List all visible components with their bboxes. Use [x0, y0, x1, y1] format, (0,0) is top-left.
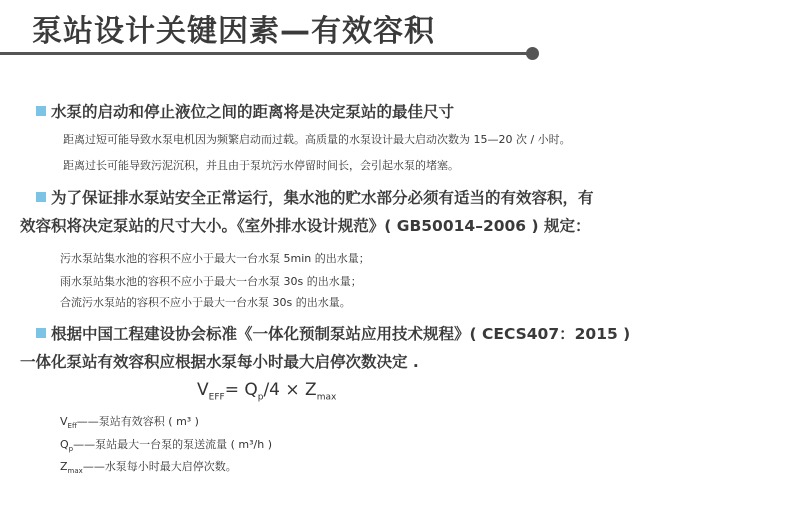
- section2-heading-line-1: 为了保证排水泵站安全正常运行，集水池的贮水部分必须有适当的有效容积，有: [36, 186, 594, 208]
- square-bullet-icon: [36, 192, 46, 202]
- section1-heading: 水泵的启动和停止液位之间的距离将是决定泵站的最佳尺寸: [36, 100, 454, 122]
- section1-line-1: 距离过短可能导致水泵电机因为频繁启动而过载。高质量的水泵设计最大启动次数为 15—20 次 / 小时。: [63, 133, 571, 146]
- square-bullet-icon: [36, 328, 46, 338]
- section2-heading-line-2: 效容积将决定泵站的尺寸大小。《室外排水设计规范》( GB50014–2006 ) 规定：: [20, 217, 591, 235]
- section2-line-2: 雨水泵站集水池的容积不应小于最大一台水泵 30s 的出水量；: [60, 275, 362, 288]
- definition-v: $V_{Eff}——$泵站有效容积 ( m³ ): [60, 415, 199, 431]
- square-bullet-icon: [36, 106, 46, 116]
- definition-z: $Z_{max}——$水泵每小时最大启停次数。: [60, 460, 237, 476]
- section3-heading-line-1: 根据中国工程建设协会标准《一体化预制泵站应用技术规程》( CECS407：2015 ): [36, 322, 630, 344]
- definition-q: $Q_p——$泵站最大一台泵的泵送流量 ( m³/h ): [60, 438, 272, 454]
- underline-end-dot: [526, 47, 539, 60]
- section2-line-1: 污水泵站集水池的容积不应小于最大一台水泵 5min 的出水量；: [60, 252, 370, 265]
- section2-line-3: 合流污水泵站的容积不应小于最大一台水泵 30s 的出水量。: [60, 296, 351, 309]
- title-underline: [0, 52, 532, 55]
- formula: $V_{EFF}= Q_p/4 \times Z_{max}$: [197, 380, 337, 403]
- section3-heading-line-2: 一体化泵站有效容积应根据水泵每小时最大启停次数决定 .: [20, 353, 419, 371]
- page-title: 泵站设计关键因素—有效容积: [32, 14, 435, 49]
- section1-line-2: 距离过长可能导致污泥沉积，并且由于泵坑污水停留时间长，会引起水泵的堵塞。: [63, 159, 459, 172]
